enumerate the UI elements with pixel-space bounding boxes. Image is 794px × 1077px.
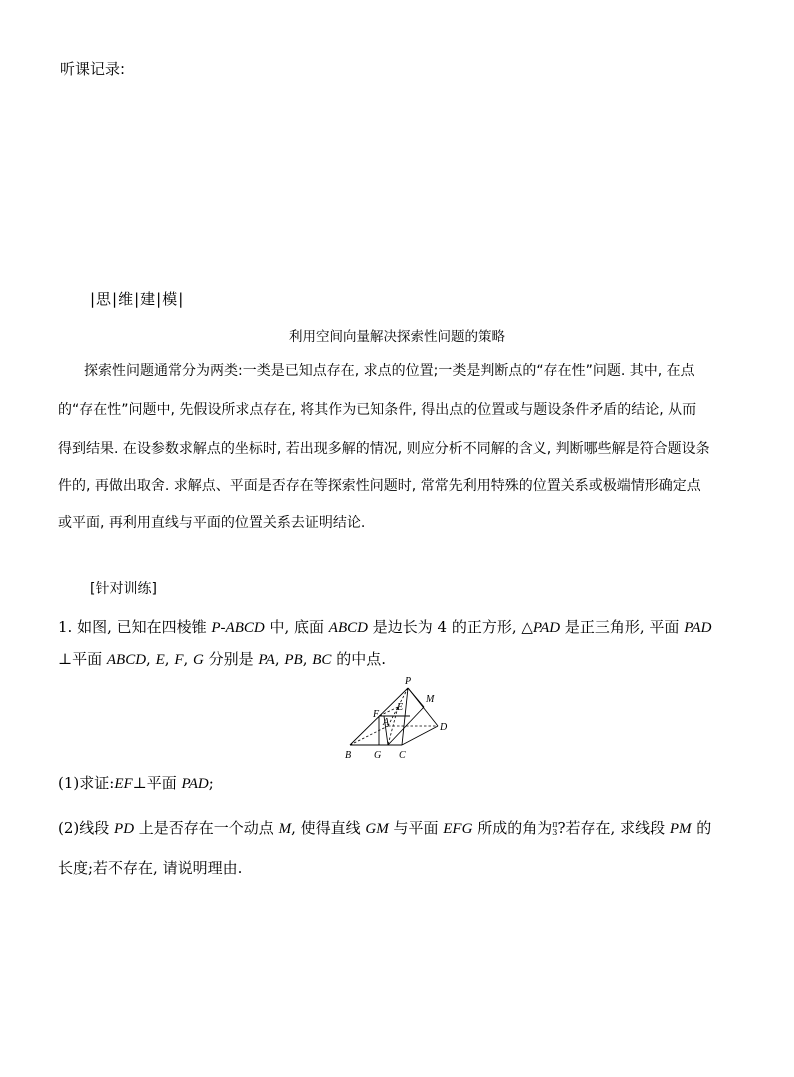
math-var: P-ABCD	[211, 620, 265, 636]
text-run: ⊥平面	[58, 650, 107, 668]
math-var: EFG	[443, 821, 473, 837]
strategy-line: 探索性问题通常分为两类:一类是已知点存在, 求点的位置;一类是判断点的“存在性”问题. 其中, 在点	[84, 363, 695, 379]
math-var: M	[278, 821, 292, 837]
text-run: , 使得直线	[291, 819, 366, 837]
label-D: D	[440, 722, 448, 733]
text-run: (1)求证:	[58, 774, 115, 792]
part-2-line-1	[58, 817, 711, 838]
text-run: ,	[302, 650, 313, 668]
math-var: EF	[114, 776, 133, 792]
text-run: ,	[183, 650, 194, 668]
section-tag: |思|维|建|模|	[90, 290, 185, 308]
strategy-line: 的“存在性”问题中, 先假设所求点存在, 将其作为已知条件, 得出点的位置或与题设条件矛盾的结论, 从而	[58, 402, 697, 418]
text-run: 与平面	[388, 819, 444, 837]
math-var: ABCD	[328, 620, 368, 636]
part-2-line-2: 长度;若不存在, 请说明理由.	[58, 859, 243, 877]
math-var: PAD	[532, 620, 561, 636]
part-1	[58, 772, 214, 793]
text-run: ,	[274, 650, 285, 668]
pyramid-figure	[340, 674, 454, 766]
text-run: (2)线段	[58, 819, 115, 837]
text-run: ;	[208, 774, 214, 792]
label-E: E	[397, 702, 404, 713]
problem-statement-line-1	[58, 616, 711, 637]
math-var: G	[193, 652, 204, 668]
problem-statement-line-2	[58, 648, 386, 669]
strategy-line: 件的, 再做出取舍. 求解点、平面是否存在等探索性问题时, 常常先利用特殊的位置关系或极端情形确定点	[58, 478, 701, 494]
text-run: 是正三角形, 平面	[560, 618, 685, 636]
math-var: ABCD	[106, 652, 147, 668]
math-var: PD	[114, 821, 135, 837]
math-var: BC	[312, 652, 332, 668]
text-run: ,	[146, 650, 156, 668]
strategy-line: 得到结果. 在设参数求解点的坐标时, 若出现多解的情况, 则应分析不同解的含义, 判断哪些解是符合题设条	[58, 441, 710, 457]
label-C: C	[399, 750, 406, 761]
label-F: F	[373, 709, 380, 720]
label-B: B	[345, 750, 352, 761]
text-run: 中, 底面	[264, 618, 329, 636]
math-var: PA	[258, 652, 275, 668]
label-P: P	[405, 676, 412, 687]
math-var: PAD	[684, 620, 712, 636]
strategy-title: 利用空间向量解决探索性问题的策略	[289, 329, 505, 345]
math-var: PAD	[181, 776, 209, 792]
text-run: ?若存在, 求线段	[557, 819, 670, 837]
text-run: ,	[164, 650, 175, 668]
label-M: M	[426, 694, 435, 705]
math-var: PM	[669, 821, 692, 837]
math-var: PB	[284, 652, 303, 668]
text-run: 的	[691, 819, 712, 837]
label-A: A	[383, 717, 390, 728]
text-run: 1. 如图, 已知在四棱锥	[58, 618, 212, 636]
text-run: 分别是	[203, 650, 259, 668]
math-var: E	[155, 652, 165, 668]
strategy-line: 或平面, 再利用直线与平面的位置关系去证明结论.	[58, 515, 366, 531]
math-var: F	[174, 652, 184, 668]
text-run: 的中点.	[331, 650, 386, 668]
angle-numerator: π	[552, 820, 558, 829]
angle-denominator: 3	[552, 828, 558, 837]
text-run: 所成的角为	[472, 819, 553, 837]
text-run: 是边长为 4 的正方形, △	[367, 618, 533, 636]
training-label: [针对训练]	[90, 581, 157, 597]
text-run: ⊥平面	[132, 774, 182, 792]
text-run: 上是否存在一个动点	[134, 819, 279, 837]
math-var: GM	[365, 821, 389, 837]
label-G: G	[374, 750, 382, 761]
notes-label: 听课记录:	[60, 60, 126, 78]
